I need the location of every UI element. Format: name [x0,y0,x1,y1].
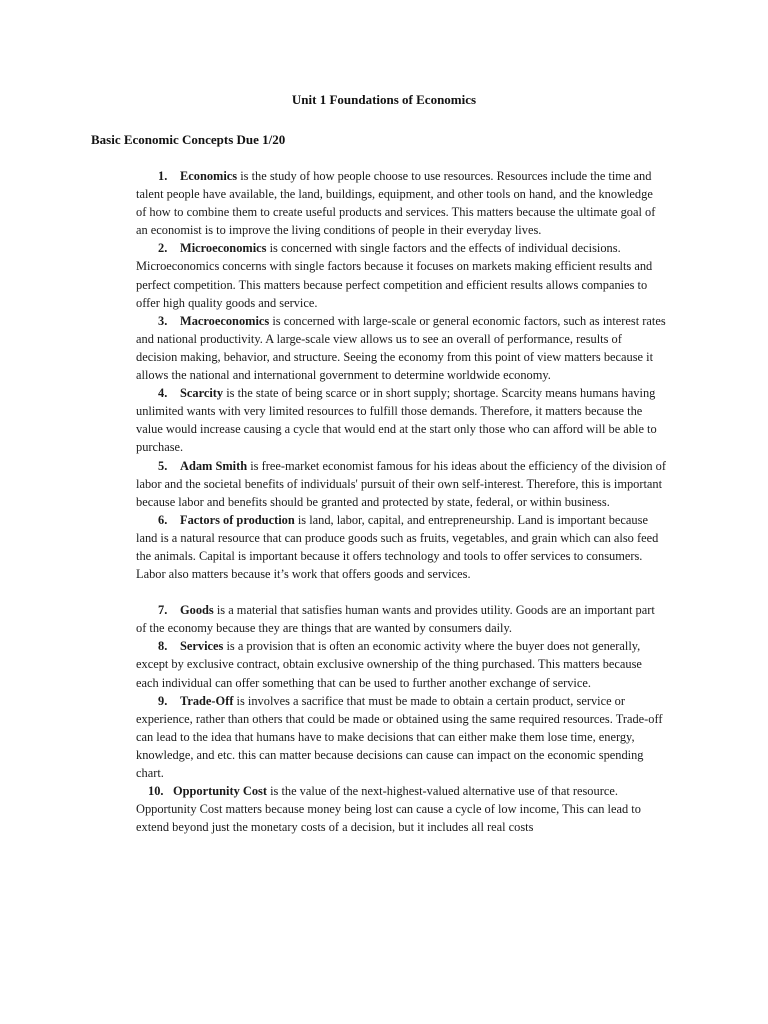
item-text: is the state of being scarce or in short supply; shortage. Scarcity means humans having unlimited wants with very limited resources to fulfill those demands. Therefore, it matters because the value would increase causing a cycle that would end at the start only those who can afford will be able to purchase. [136,386,657,455]
item-term: Microeconomics [180,241,267,256]
item-term: Macroeconomics [180,313,270,328]
list-item [136,692,666,782]
item-text: is land, labor, capital, and entrepreneurship. Land is important because land is a natural resource that can produce goods such as fruits, vegetables, and grain which can also feed the animals. Capital is important because it offers technology and tools to offer services to consumers. Labor also matters because it’s work that offers goods and services. [136,512,659,582]
item-number: 6. [158,512,168,527]
item-number: 5. [158,458,168,473]
list-item [136,782,666,836]
list-item [136,457,666,511]
item-number: 2. [158,241,168,256]
item-term: Adam Smith [180,458,248,473]
item-text: is free-market economist famous for his ideas about the efficiency of the division of labor and the societal benefits of individuals' pursuit of their own self-interest. Therefore, this is important because labor and benefits should be granted and protected by state, federal, or within business. [136,458,667,509]
item-number: 3. [158,313,168,328]
concept-list [136,167,666,836]
item-number: 4. [158,386,168,401]
list-item [136,384,666,456]
list-item [136,312,666,384]
item-number: 8. [158,639,168,654]
item-text: is involves a sacrifice that must be made to obtain a certain product, service or experience, rather than others that could be made or obtained using the same required resources. Trade-off can lead to the idea that humans have to make decisions that can either make them lose time, energy, knowledge, and etc. this can matter because decisions can cause can impact on the economic spending chart. [136,693,663,780]
item-text: is the value of the next-highest-valued alternative use of that resource. Opportunity Cost matters because money being lost can cause a cycle of low income, This can lead to extend beyond just the monetary costs of a decision, but it includes all real costs [136,784,641,835]
section-heading: Basic Economic Concepts Due 1/20 [91,132,286,147]
item-term: Factors of production [180,512,295,527]
list-item [136,511,666,583]
item-term: Goods [180,603,214,618]
item-number: 1. [158,169,168,183]
item-number: 9. [158,693,168,708]
document-title: Unit 1 Foundations of Economics [291,92,477,107]
list-item [136,167,666,239]
item-number: 7. [158,603,168,618]
item-term: Scarcity [180,386,224,401]
item-term: Economics [180,169,238,183]
item-term: Trade-Off [180,693,234,708]
item-text: is a provision that is often an economic activity where the buyer does not generally, except by exclusive contract, obtain exclusive ownership of the thing purchased. This matters because each individual can offer something that can be used to further another exchange of service. [136,639,642,690]
list-item [136,239,666,311]
item-term: Opportunity Cost [173,784,267,799]
item-text: is concerned with single factors and the effects of individual decisions. Microeconomics concerns with single factors because it focuses on markets making efficient results and perfect competition. This matters because perfect competition and efficient results allows companies to offer high quality goods and service. [136,241,653,310]
list-item [136,601,666,637]
item-text: is the study of how people choose to use resources. Resources include the time and talent people have available, the land, buildings, equipment, and other tools on hand, and the knowledge of how to combine them to create useful products and services. This matters because the ultimate goal of an economist is to improve the living conditions of people in their everyday lives. [136,169,656,238]
item-term: Services [180,639,224,654]
item-text: is concerned with large-scale or general economic factors, such as interest rates and national productivity. A large-scale view allows us to see an overall of performance, results of decision making, behavior, and structure. Seeing the economy from this point of view matters because it allows the national and international government to determine worldwide economy. [136,313,666,383]
item-text: is a material that satisfies human wants and provides utility. Goods are an important part of the economy because they are things that are wanted by consumers daily. [136,603,655,636]
item-number: 10. [148,784,164,799]
list-item [136,637,666,691]
